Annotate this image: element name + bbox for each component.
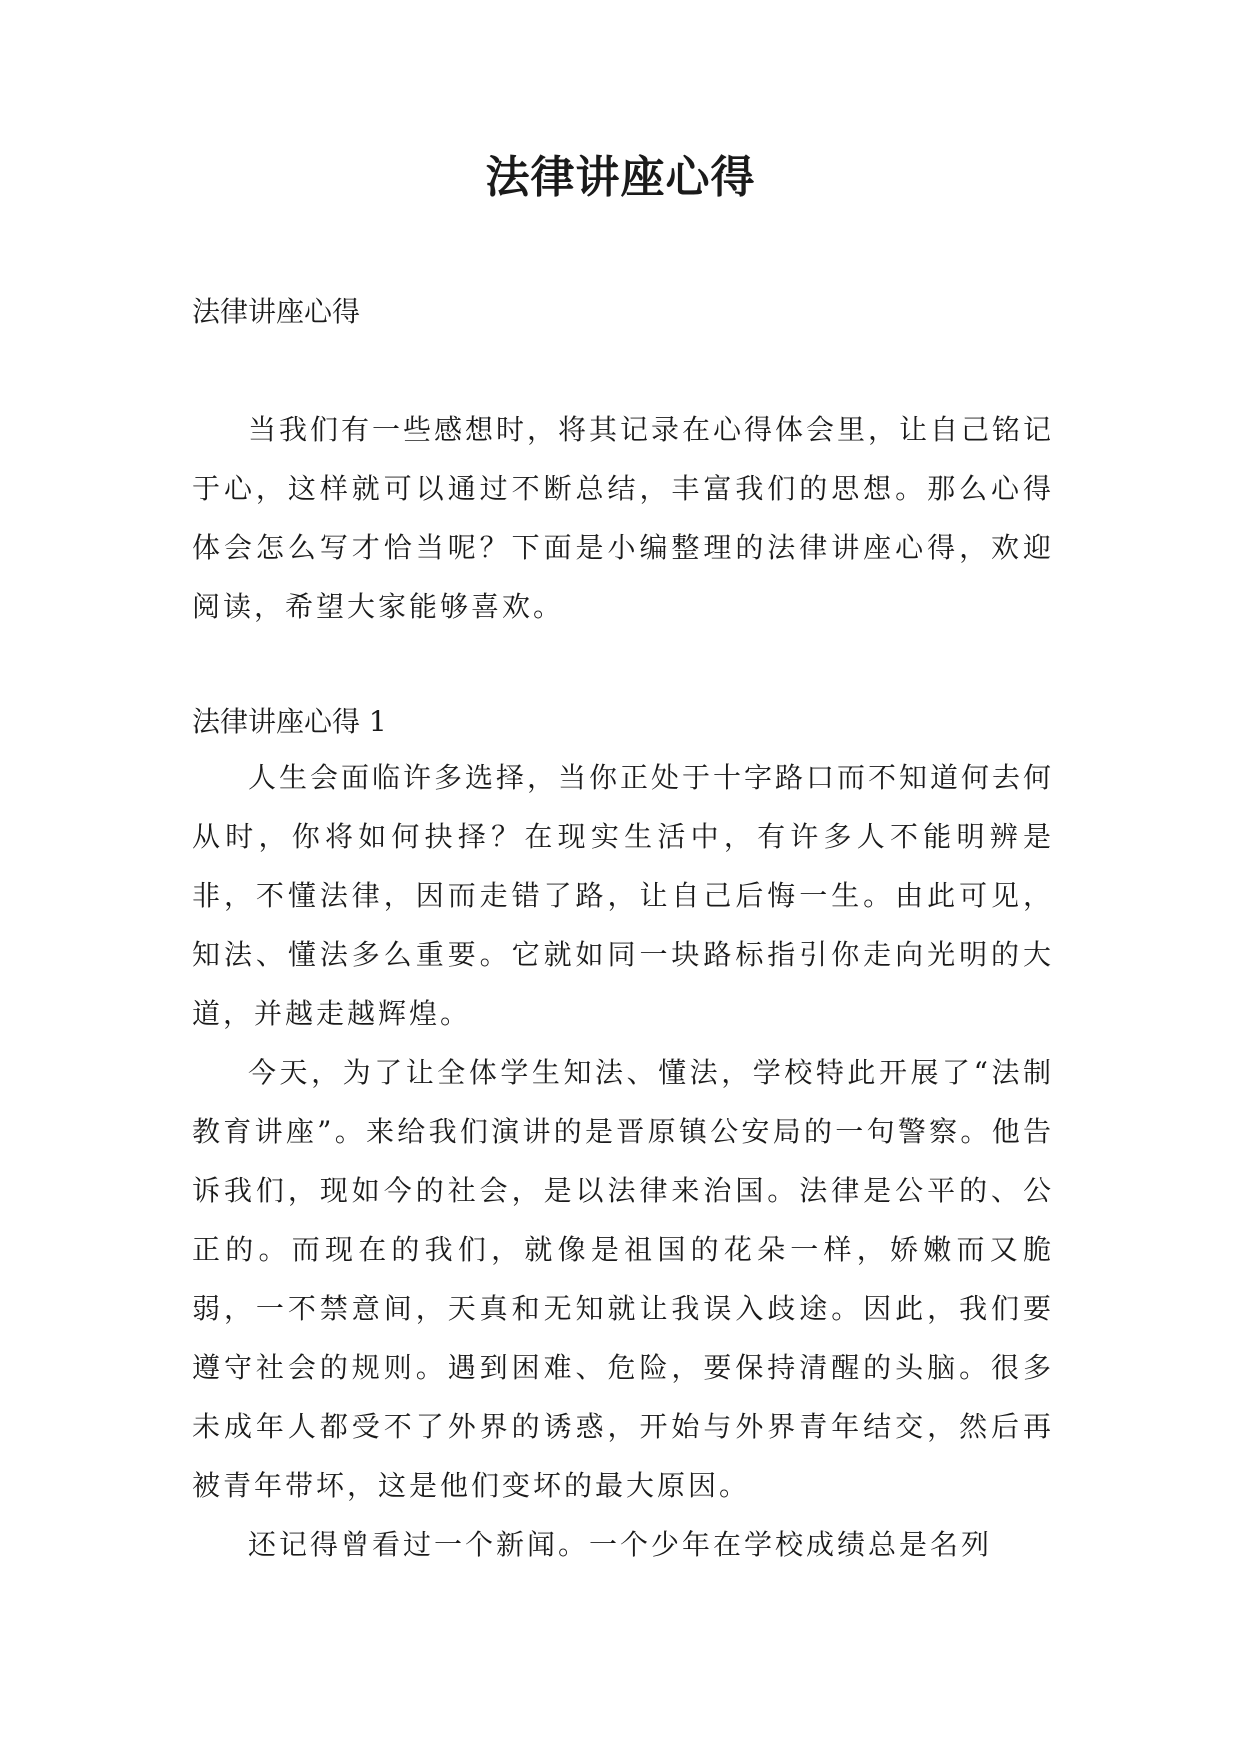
intro-block: [192, 400, 1054, 636]
section-heading: 法律讲座心得 1: [192, 705, 387, 738]
intro-paragraph: 当我们有一些感想时，将其记录在心得体会里，让自己铭记于心，这样就可以通过不断总结，丰富我们的思想。那么心得体会怎么写才恰当呢？下面是小编整理的法律讲座心得，欢迎阅读，希望大家能够喜欢。: [192, 413, 1055, 623]
body-paragraph: 今天，为了让全体学生知法、懂法，学校特此开展了“法制教育讲座”。来给我们演讲的是晋原镇公安局的一句警察。他告诉我们，现如今的社会，是以法律来治国。法律是公平的、公正的。而现在的我们，就像是祖国的花朵一样，娇嫩而又脆弱，一不禁意间，天真和无知就让我误入歧途。因此，我们要遵守社会的规则。遇到困难、危险，要保持清醒的头脑。很多未成年人都受不了外界的诱惑，开始与外界青年结交，然后再被青年带坏，这是他们变坏的最大原因。: [192, 1056, 1054, 1502]
body-paragraph: 人生会面临许多选择，当你正处于十字路口而不知道何去何从时，你将如何抉择？在现实生活中，有许多人不能明辨是非，不懂法律，因而走错了路，让自己后悔一生。由此可见，知法、懂法多么重要。它就如同一块路标指引你走向光明的大道，并越走越辉煌。: [192, 761, 1055, 1030]
section-body: [192, 748, 1054, 1574]
document-title: 法律讲座心得: [485, 152, 756, 203]
body-paragraph: 还记得曾看过一个新闻。一个少年在学校成绩总是名列: [248, 1528, 993, 1561]
document-subtitle: 法律讲座心得: [192, 295, 361, 328]
